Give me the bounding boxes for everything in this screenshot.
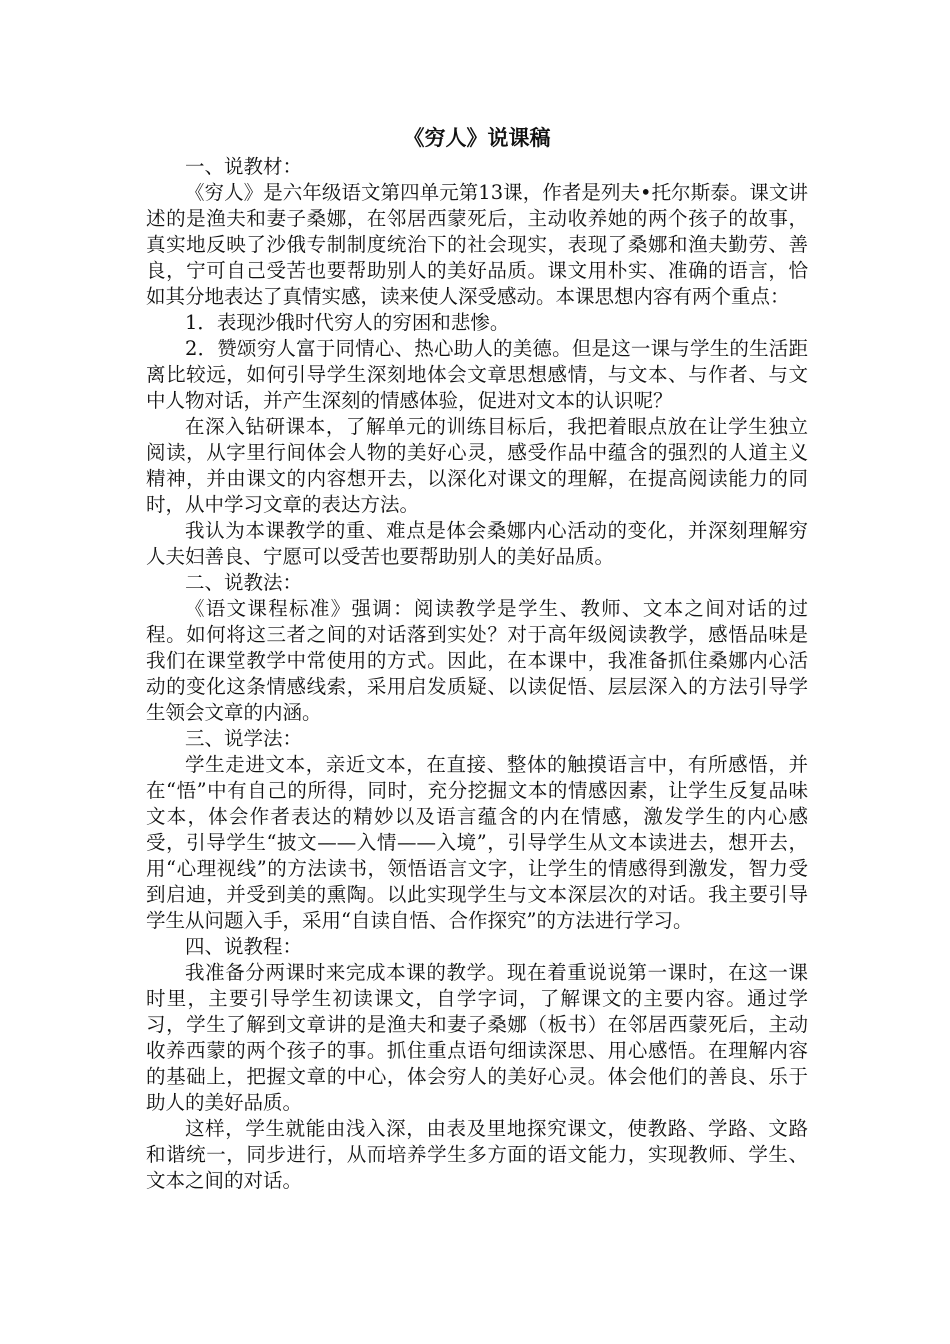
paragraph: 《语文课程标准》强调：阅读教学是学生、教师、文本之间对话的过程。如何将这三者之间的对话落到实处？对于高年级阅读教学，感悟品味是我们在课堂教学中常使用的方式。因此，在本课中，我准备抓住桑娜内心活动的变化这条情感线索，采用启发质疑、以读促悟、层层深入的方法引导学生领会文章的内涵。	[146, 597, 808, 724]
section-heading-textbook: 一、说教材：	[185, 155, 303, 178]
paragraph: 2．赞颂穷人富于同情心、热心助人的美德。但是这一课与学生的生活距离比较远，如何引导学生深刻地体会文章思想感情，与文本、与作者、与文中人物对话，并产生深刻的情感体验，促进对文本的认识呢？	[146, 337, 808, 412]
paragraph: 《穷人》是六年级语文第四单元第13课，作者是列夫•托尔斯泰。课文讲述的是渔夫和妻子桑娜，在邻居西蒙死后，主动收养她的两个孩子的故事，真实地反映了沙俄专制制度统治下的社会现实，表现了桑娜和渔夫勤劳、善良，宁可自己受苦也要帮助别人的美好品质。课文用朴实、准确的语言，恰如其分地表达了真情实感，读来使人深受感动。本课思想内容有两个重点：	[146, 181, 808, 308]
section-heading-teaching-process: 四、说教程：	[185, 935, 303, 958]
section-heading-learning-method: 三、说学法：	[185, 727, 303, 750]
paragraph: 1．表现沙俄时代穷人的穷困和悲惨。	[185, 311, 510, 334]
document-title: 《穷人》说课稿	[403, 125, 551, 150]
paragraph: 学生走进文本，亲近文本，在直接、整体的触摸语言中，有所感悟，并在“悟”中有自己的所得，同时，充分挖掘文本的情感因素，让学生反复品味文本，体会作者表达的精妙以及语言蕴含的内在情感，激发学生的内心感受，引导学生“披文——入情——入境”，引导学生从文本读进去，想开去，用“心理视线”的方法读书，领悟语言文字，让学生的情感得到激发，智力受到启迪，并受到美的熏陶。以此实现学生与文本深层次的对话。我主要引导学生从问题入手，采用“自读自悟、合作探究”的方法进行学习。	[146, 753, 808, 932]
paragraph: 这样，学生就能由浅入深，由表及里地探究课文，使教路、学路、文路和谐统一，同步进行，从而培养学生多方面的语文能力，实现教师、学生、文本之间的对话。	[146, 1117, 808, 1192]
paragraph: 我准备分两课时来完成本课的教学。现在着重说说第一课时，在这一课时里，主要引导学生初读课文，自学字词，了解课文的主要内容。通过学习，学生了解到文章讲的是渔夫和妻子桑娜（板书）在邻居西蒙死后，主动收养西蒙的两个孩子的事。抓住重点语句细读深思、用心感悟。在理解内容的基础上，把握文章的中心，体会穷人的美好心灵。体会他们的善良、乐于助人的美好品质。	[146, 961, 808, 1114]
paragraph: 在深入钻研课本，了解单元的训练目标后，我把着眼点放在让学生独立阅读，从字里行间体会人物的美好心灵，感受作品中蕴含的强烈的人道主义精神，并由课文的内容想开去，以深化对课文的理解，在提高阅读能力的同时，从中学习文章的表达方法。	[146, 415, 808, 516]
section-heading-teaching-method: 二、说教法：	[185, 571, 303, 594]
document-page	[146, 124, 808, 1194]
paragraph: 我认为本课教学的重、难点是体会桑娜内心活动的变化，并深刻理解穷人夫妇善良、宁愿可以受苦也要帮助别人的美好品质。	[146, 519, 808, 568]
